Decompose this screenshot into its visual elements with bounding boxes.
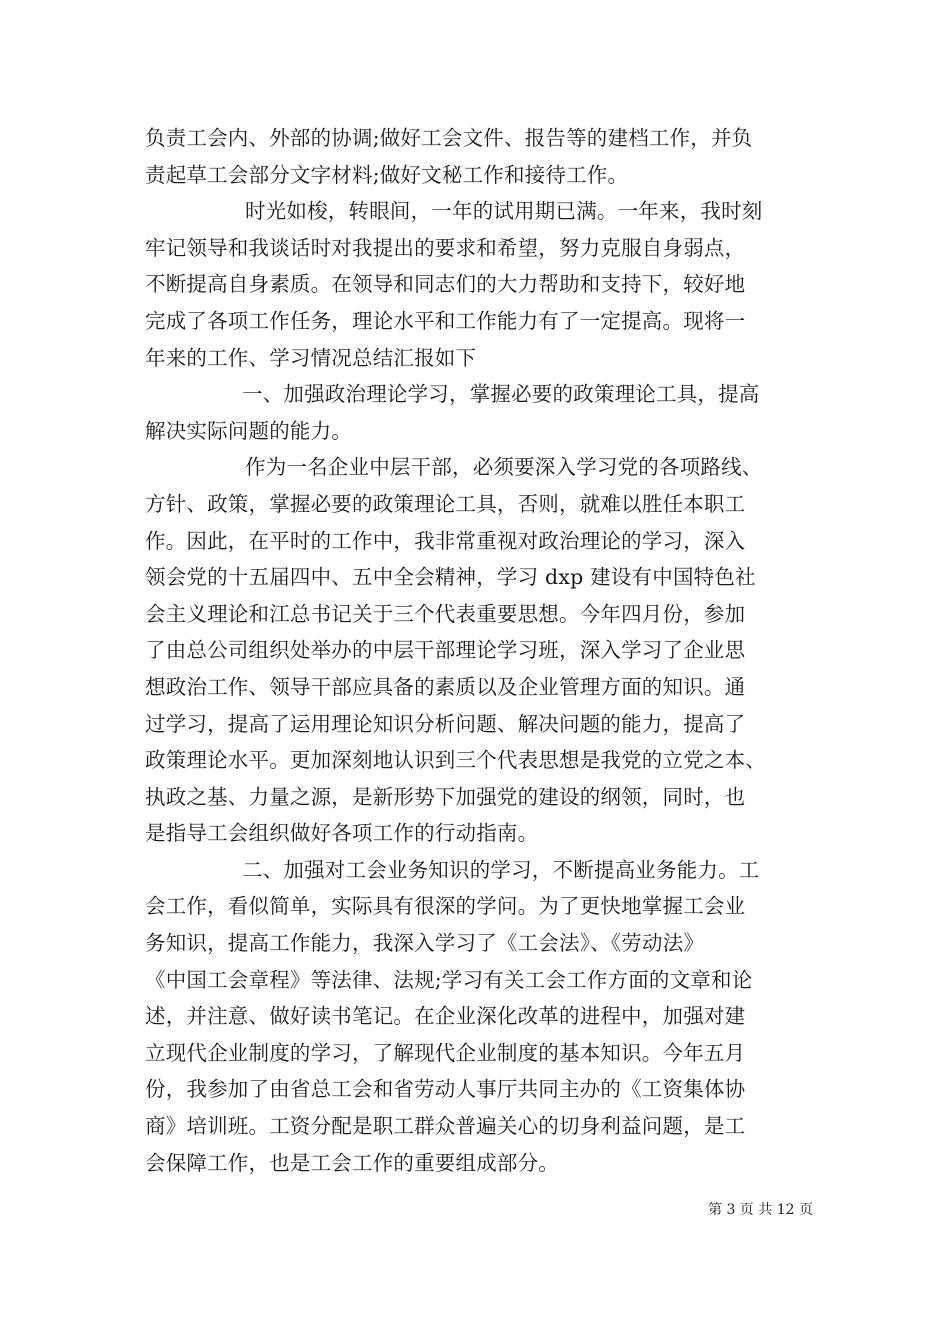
text-line: 会工作，看似简单，实际具有很深的学问。为了更快地掌握工会业 [145, 894, 746, 919]
page-number-footer: 第 3 页 共 12 页 [708, 1202, 813, 1218]
text-line: 方针、政策，掌握必要的政策理论工具，否则，就难以胜任本职工 [145, 491, 746, 516]
text-line: 是指导工会组织做好各项工作的行动指南。 [145, 821, 539, 846]
text-line: 完成了各项工作任务，理论水平和工作能力有了一定提高。现将一 [145, 308, 746, 333]
text-line: 份，我参加了由省总工会和省劳动人事厅共同主办的《工资集体协 [145, 1077, 746, 1102]
text-line: 牢记领导和我谈话时对我提出的要求和希望，努力克服自身弱点， [145, 235, 746, 260]
text-line: 《中国工会章程》等法律、法规;学习有关工会工作方面的文章和论 [145, 967, 753, 992]
text-line: 会保障工作，也是工会工作的重要组成部分。 [145, 1150, 559, 1175]
text-line: 领会党的十五届四中、五中全会精神，学习 dxp 建设有中国特色社 [145, 565, 756, 590]
text-line: 立现代企业制度的学习，了解现代企业制度的基本知识。今年五月 [145, 1040, 746, 1065]
text-line: 负责工会内、外部的协调;做好工会文件、报告等的建档工作，并负 [145, 126, 753, 150]
text-line: 务知识，提高工作能力，我深入学习了《工会法》、《劳动法》 [145, 931, 705, 956]
text-line: 政策理论水平。更加深刻地认识到三个代表思想是我党的立党之本、 [145, 748, 766, 773]
body-text [145, 120, 815, 1181]
text-line: 会主义理论和江总书记关于三个代表重要思想。今年四月份，参加 [145, 601, 746, 626]
section-heading-line: 二、加强对工会业务知识的学习，不断提高业务能力。工 [242, 857, 760, 882]
text-line: 过学习，提高了运用理论知识分析问题、解决问题的能力，提高了 [145, 711, 746, 736]
text-line: 年来的工作、学习情况总结汇报如下 [145, 345, 477, 370]
section-heading-line: 一、加强政治理论学习，掌握必要的政策理论工具，提高 [242, 382, 760, 407]
text-line: 作。因此，在平时的工作中，我非常重视对政治理论的学习，深入 [145, 528, 746, 553]
section-heading-line: 解决实际问题的能力。 [145, 418, 352, 443]
text-line: 商》培训班。工资分配是职工群众普遍关心的切身利益问题，是工 [145, 1114, 746, 1139]
text-line: 执政之基、力量之源，是新形势下加强党的建设的纲领，同时，也 [145, 784, 746, 809]
text-line: 作为一名企业中层干部，必须要深入学习党的各项路线、 [245, 455, 763, 480]
text-line: 责起草工会部分文字材料;做好文秘工作和接待工作。 [145, 162, 629, 187]
text-line: 了由总公司组织处举办的中层干部理论学习班，深入学习了企业思 [145, 638, 746, 663]
text-line: 想政治工作、领导干部应具备的素质以及企业管理方面的知识。通 [145, 674, 746, 699]
text-line: 不断提高自身素质。在领导和同志们的大力帮助和支持下，较好地 [145, 272, 746, 297]
text-line: 时光如梭，转眼间，一年的试用期已满。一年来，我时刻 [245, 199, 763, 224]
text-line: 述，并注意、做好读书笔记。在企业深化改革的进程中，加强对建 [145, 1004, 746, 1029]
